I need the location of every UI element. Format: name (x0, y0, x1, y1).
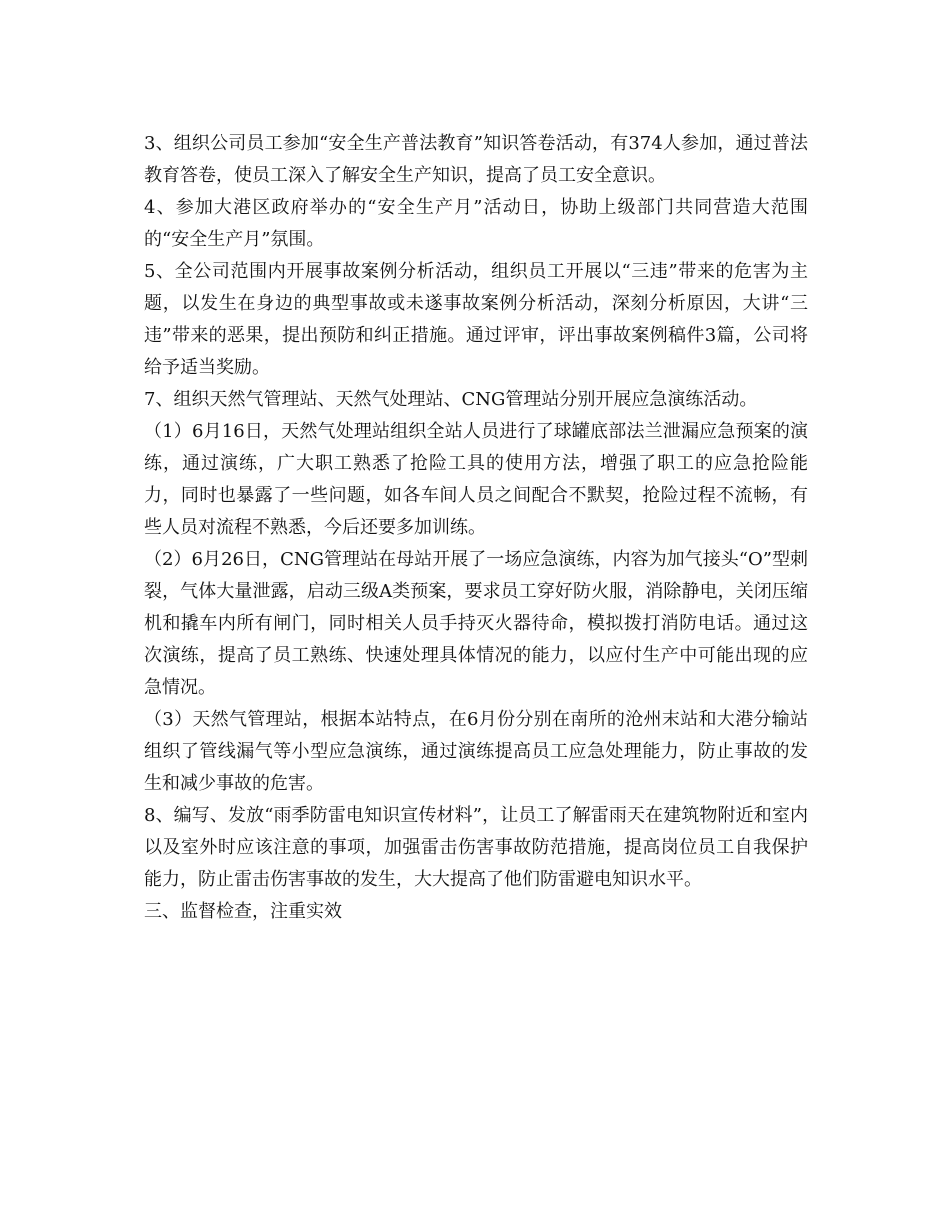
paragraph-item-8: 8、编写、发放“雨季防雷电知识宣传材料”，让员工了解雷雨天在建筑物附近和室内以及室外时应该注意的事项，加强雷击伤害事故防范措施，提高岗位员工自我保护能力，防止雷击伤害事故的发生，大大提高了他们防雷避电知识水平。 (144, 805, 808, 890)
paragraph-subitem-1: （1）6月16日，天然气处理站组织全站人员进行了球罐底部法兰泄漏应急预案的演练，通过演练，广大职工熟悉了抢险工具的使用方法，增强了职工的应急抢险能力，同时也暴露了一些问题，如各车间人员之间配合不默契，抢险过程不流畅，有些人员对流程不熟悉，今后还要多加训练。 (144, 421, 808, 538)
paragraph-item-5: 5、全公司范围内开展事故案例分析活动，组织员工开展以“三违”带来的危害为主题，以发生在身边的典型事故或未遂事故案例分析活动，深刻分析原因，大讲“三违”带来的恶果，提出预防和纠正措施。通过评审，评出事故案例稿件3篇，公司将给予适当奖励。 (144, 261, 808, 378)
paragraph-item-7: 7、组织天然气管理站、天然气处理站、CNG管理站分别开展应急演练活动。 (144, 389, 758, 410)
paragraph-subitem-2: （2）6月26日，CNG管理站在母站开展了一场应急演练，内容为加气接头“O”型刺裂，气体大量泄露，启动三级A类预案，要求员工穿好防火服，消除静电，关闭压缩机和撬车内所有闸门，同时相关人员手持灭火器待命，模拟拨打消防电话。通过这次演练，提高了员工熟练、快速处理具体情况的能力，以应付生产中可能出现的应急情况。 (144, 549, 808, 698)
paragraph-item-4: 4、参加大港区政府举办的“安全生产月”活动日，协助上级部门共同营造大范围的“安全生产月”氛围。 (144, 197, 808, 250)
paragraph-item-3: 3、组织公司员工参加“安全生产普法教育”知识答卷活动，有374人参加，通过普法教育答卷，使员工深入了解安全生产知识，提高了员工安全意识。 (144, 133, 808, 186)
section-heading: 三、监督检查，注重实效 (144, 901, 342, 922)
paragraph-subitem-3: （3）天然气管理站，根据本站特点，在6月份分别在南所的沧州末站和大港分输站组织了管线漏气等小型应急演练，通过演练提高员工应急处理能力，防止事故的发生和减少事故的危害。 (144, 709, 808, 794)
document-body (144, 128, 808, 928)
